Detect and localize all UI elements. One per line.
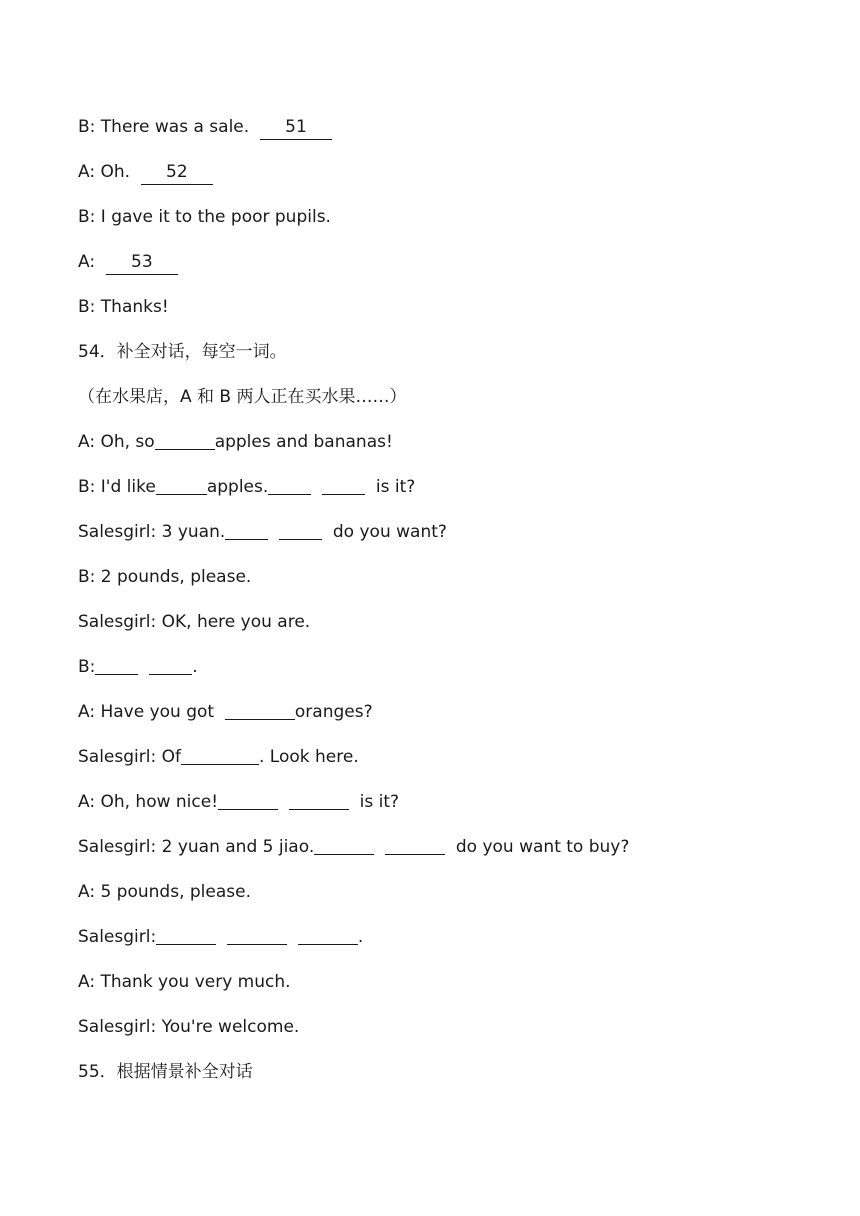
dialogue-text: . bbox=[192, 657, 198, 677]
question-54-context: （在水果店，A 和 B 两人正在买水果……） bbox=[78, 387, 407, 407]
dialogue-line bbox=[78, 113, 818, 158]
dialogue-text: Salesgirl: 2 yuan and 5 jiao. bbox=[78, 837, 315, 857]
fill-blank bbox=[298, 924, 358, 945]
fill-blank bbox=[279, 519, 322, 540]
dialogue-line: B: Thanks! bbox=[78, 297, 169, 317]
fill-blank bbox=[268, 474, 311, 495]
dialogue-line: B: I gave it to the poor pupils. bbox=[78, 207, 331, 227]
fill-blank bbox=[322, 474, 365, 495]
dialogue-text: . bbox=[357, 927, 364, 947]
dialogue-line bbox=[78, 158, 818, 203]
fill-blank bbox=[156, 924, 216, 945]
answer-blank-53: 53 bbox=[106, 250, 178, 275]
dialogue-text: B: I'd like bbox=[78, 477, 156, 497]
dialogue-line bbox=[78, 653, 818, 698]
dialogue-line: Salesgirl: OK, here you are. bbox=[78, 612, 311, 632]
dialogue-line bbox=[78, 473, 818, 518]
fill-blank bbox=[289, 789, 349, 810]
answer-blank-51: 51 bbox=[260, 115, 332, 140]
fill-blank bbox=[314, 834, 374, 855]
answer-blank-52: 52 bbox=[141, 160, 213, 185]
dialogue-text: A: bbox=[78, 252, 96, 272]
dialogue-text: is it? bbox=[375, 477, 416, 497]
fill-blank bbox=[385, 834, 445, 855]
fill-blank bbox=[218, 789, 278, 810]
dialogue-text: A: Oh, how nice! bbox=[78, 792, 219, 812]
dialogue-text: A: Oh. bbox=[78, 162, 131, 182]
dialogue-line bbox=[78, 248, 818, 293]
document-page bbox=[78, 113, 818, 1103]
dialogue-line bbox=[78, 833, 818, 878]
dialogue-line bbox=[78, 698, 818, 743]
dialogue-text: . Look here. bbox=[258, 747, 359, 767]
dialogue-text: A: Have you got bbox=[78, 702, 215, 722]
dialogue-text: B: bbox=[78, 657, 96, 677]
fill-blank bbox=[225, 699, 295, 720]
dialogue-text: do you want to buy? bbox=[455, 837, 630, 857]
fill-blank bbox=[155, 429, 215, 450]
dialogue-text: apples and bananas! bbox=[214, 432, 393, 452]
dialogue-text: oranges? bbox=[294, 702, 373, 722]
dialogue-line: B: 2 pounds, please. bbox=[78, 567, 252, 587]
dialogue-line bbox=[78, 788, 818, 833]
dialogue-line bbox=[78, 518, 818, 563]
dialogue-text: is it? bbox=[359, 792, 400, 812]
dialogue-line: A: 5 pounds, please. bbox=[78, 882, 251, 902]
dialogue-text: apples. bbox=[206, 477, 269, 497]
dialogue-line: Salesgirl: You're welcome. bbox=[78, 1017, 300, 1037]
fill-blank bbox=[95, 654, 138, 675]
fill-blank bbox=[149, 654, 192, 675]
dialogue-text: do you want? bbox=[332, 522, 447, 542]
dialogue-line bbox=[78, 743, 818, 788]
fill-blank bbox=[181, 744, 259, 765]
dialogue-text: Salesgirl: bbox=[78, 927, 157, 947]
fill-blank bbox=[227, 924, 287, 945]
fill-blank bbox=[225, 519, 268, 540]
dialogue-text: B: There was a sale. bbox=[78, 117, 250, 137]
dialogue-line bbox=[78, 428, 818, 473]
question-55-title: 55．根据情景补全对话 bbox=[78, 1062, 253, 1082]
dialogue-text: Salesgirl: 3 yuan. bbox=[78, 522, 226, 542]
dialogue-line bbox=[78, 923, 818, 968]
dialogue-text: Salesgirl: Of bbox=[78, 747, 181, 767]
question-54-title: 54．补全对话，每空一词。 bbox=[78, 342, 287, 362]
dialogue-text: A: Oh, so bbox=[78, 432, 155, 452]
fill-blank bbox=[156, 474, 207, 495]
dialogue-line: A: Thank you very much. bbox=[78, 972, 291, 992]
